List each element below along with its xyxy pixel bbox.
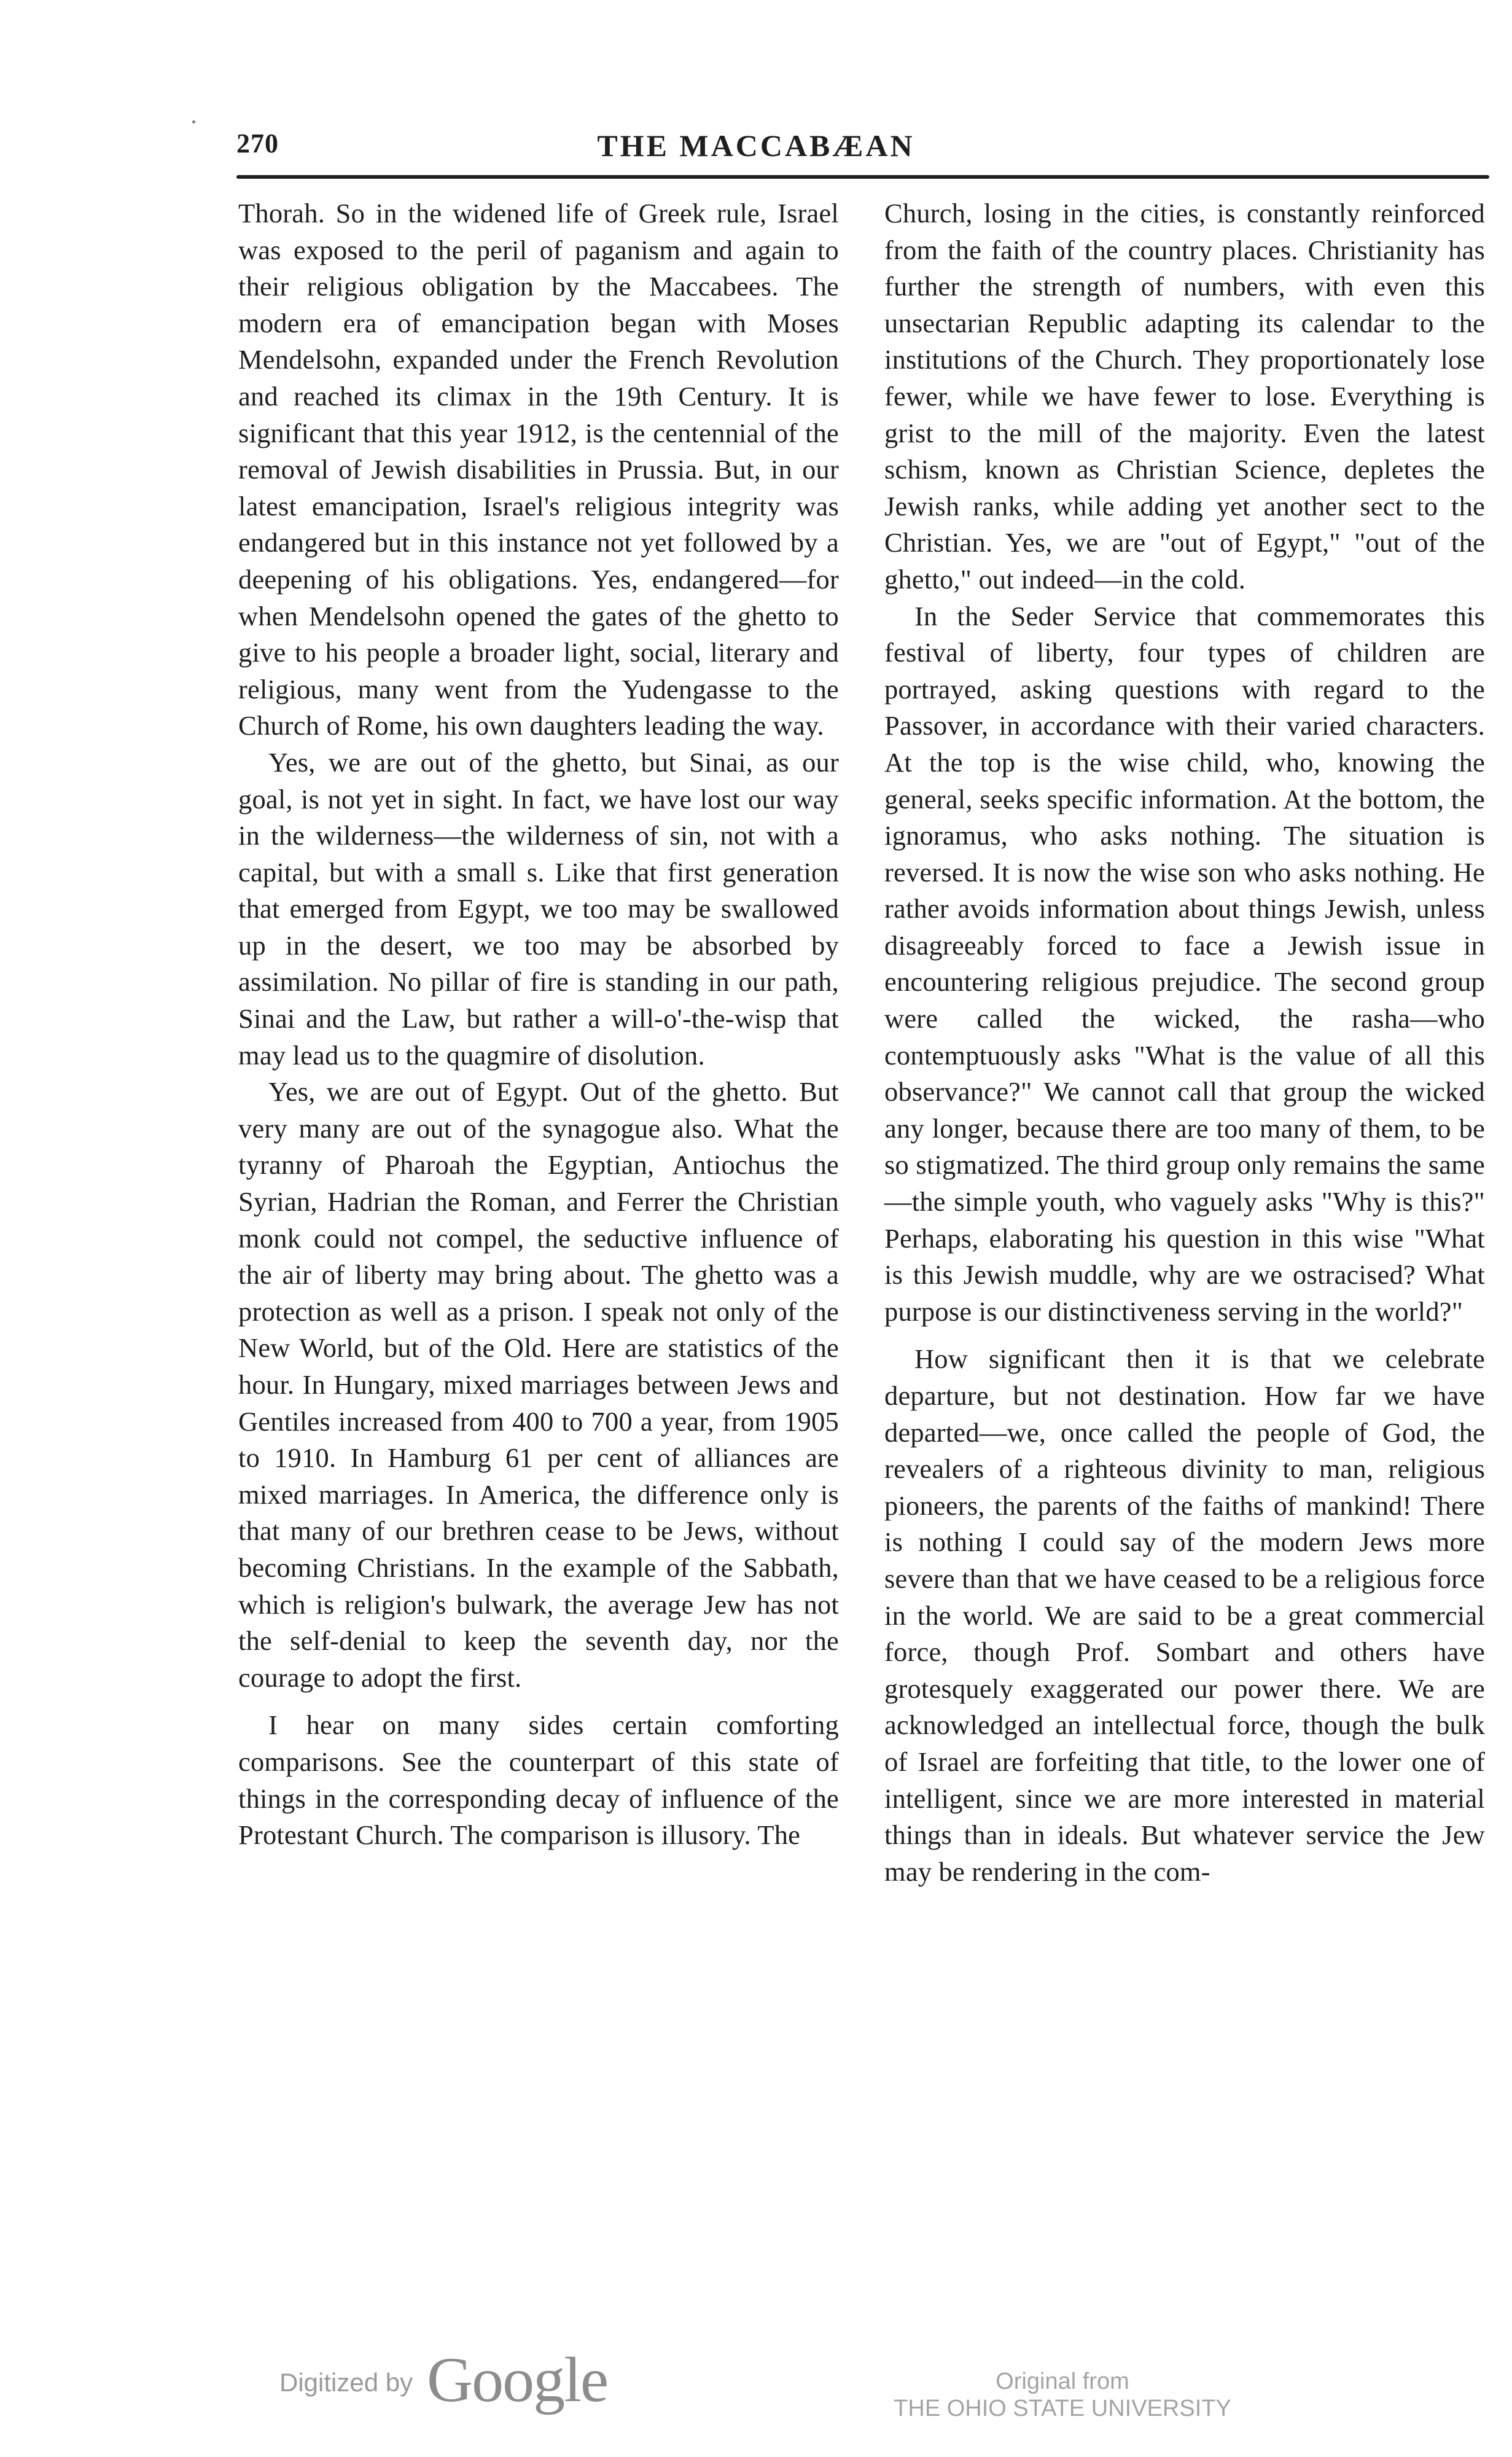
digitized-by-label: Digitized by: [279, 2368, 413, 2397]
left-column: [238, 195, 839, 2302]
google-logo: Google: [427, 2345, 608, 2415]
original-from-note: [872, 2368, 1253, 2422]
stray-mark: [192, 120, 195, 123]
running-title: THE MACCABÆAN: [597, 128, 915, 163]
paragraph: Church, losing in the cities, is constantly reinforced from the faith of the country places. Christianity has further the strength of numbers, with even this unsectarian Republic adapting its calendar to the institutions of the Church. They proportionately lose fewer, while we have fewer to lose. Everything is grist to the mill of the majority. Even the latest schism, known as Christian Science, depletes the Jewish ranks, while adding yet another sect to the Christian. Yes, we are "out of Egypt," "out of the ghetto," out indeed—in the cold.: [884, 198, 1485, 595]
paragraph: Yes, we are out of Egypt. Out of the ghetto. But very many are out of the synagogue also. What the tyranny of Pharoah the Egyptian, Antiochus the Syrian, Hadrian the Roman, and Ferrer the Christian monk could not compel, the seductive influence of the air of liberty may bring about. The ghetto was a protection as well as a prison. I speak not only of the New World, but of the Old. Here are statistics of the hour. In Hungary, mixed marriages between Jews and Gentiles increased from 400 to 700 a year, from 1905 to 1910. In Hamburg 61 per cent of alliances are mixed marriages. In America, the difference only is that many of our brethren cease to be Jews, without becoming Christians. In the example of the Sabbath, which is religion's bulwark, the average Jew has not the self-denial to keep the seventh day, nor the courage to adopt the first.: [238, 1076, 839, 1693]
right-column: [884, 195, 1485, 2302]
page-number: 270: [236, 128, 279, 158]
paragraph: In the Seder Service that commemorates this festival of liberty, four types of children are portrayed, asking questions with regard to the Passover, in accordance with their varied characters. At the top is the wise child, who, knowing the general, seeks specific information. At the bottom, the ignoramus, who asks nothing. The situation is reversed. It is now the wise son who asks nothing. He rather avoids information about things Jewish, unless disagreeably forced to face a Jewish issue in encountering religious prejudice. The second group were called the wicked, the rasha—who contemptuously asks "What is the value of all this observance?" We cannot call that group the wicked any longer, because there are too many of them, to be so stigmatized. The third group only remains the same—the simple youth, who vaguely asks "Why is this?" Perhaps, elaborating his question in this wise "What is this Jewish muddle, why are we ostracised? What purpose is our distinctiveness serving in the world?": [884, 600, 1485, 1327]
institution-name: THE OHIO STATE UNIVERSITY: [894, 2396, 1231, 2421]
original-from-label: Original from: [996, 2369, 1129, 2394]
paragraph: Yes, we are out of the ghetto, but Sinai, as our goal, is not yet in sight. In fact, we have lost our way in the wilderness—the wilderness of sin, not with a capital, but with a small s. Like that first generation that emerged from Egypt, we too may be swallowed up in the desert, we too may be absorbed by assimilation. No pillar of fire is standing in our path, Sinai and the Law, but rather a will-o'-the-wisp that may lead us to the quagmire of disolution.: [238, 746, 839, 1071]
header-rule: [236, 175, 1489, 179]
paragraph: Thorah. So in the widened life of Greek rule, Israel was exposed to the peril of paganism and again to their religious obligation by the Maccabees. The modern era of emancipation began with Moses Mendelsohn, expanded under the French Revolution and reached its climax in the 19th Century. It is significant that this year 1912, is the centennial of the removal of Jewish disabilities in Prussia. But, in our latest emancipation, Israel's religious integrity was endangered but in this instance not yet followed by a deepening of his obligations. Yes, endangered—for when Mendelsohn opened the gates of the ghetto to give to his people a broader light, social, literary and religious, many went from the Yudengasse to the Church of Rome, his own daughters leading the way.: [238, 198, 839, 741]
paragraph: I hear on many sides certain comforting comparisons. See the counterpart of this state of things in the corresponding decay of influence of the Protestant Church. The comparison is illusory. The: [238, 1709, 839, 1851]
paragraph: How significant then it is that we celebrate departure, but not destination. How far we have departed—we, once called the people of God, the revealers of a righteous divinity to man, religious pioneers, the parents of the faiths of mankind! There is nothing I could say of the modern Jews more severe than that we have ceased to be a religious force in the world. We are said to be a great commercial force, though Prof. Sombart and others have grotesquely exaggerated our power there. We are acknowledged an intellectual force, though the bulk of Israel are forfeiting that title, to the lower one of intelligent, since we are more interested in material things than in ideals. But whatever service the Jew may be rendering in the com-: [884, 1343, 1485, 1887]
